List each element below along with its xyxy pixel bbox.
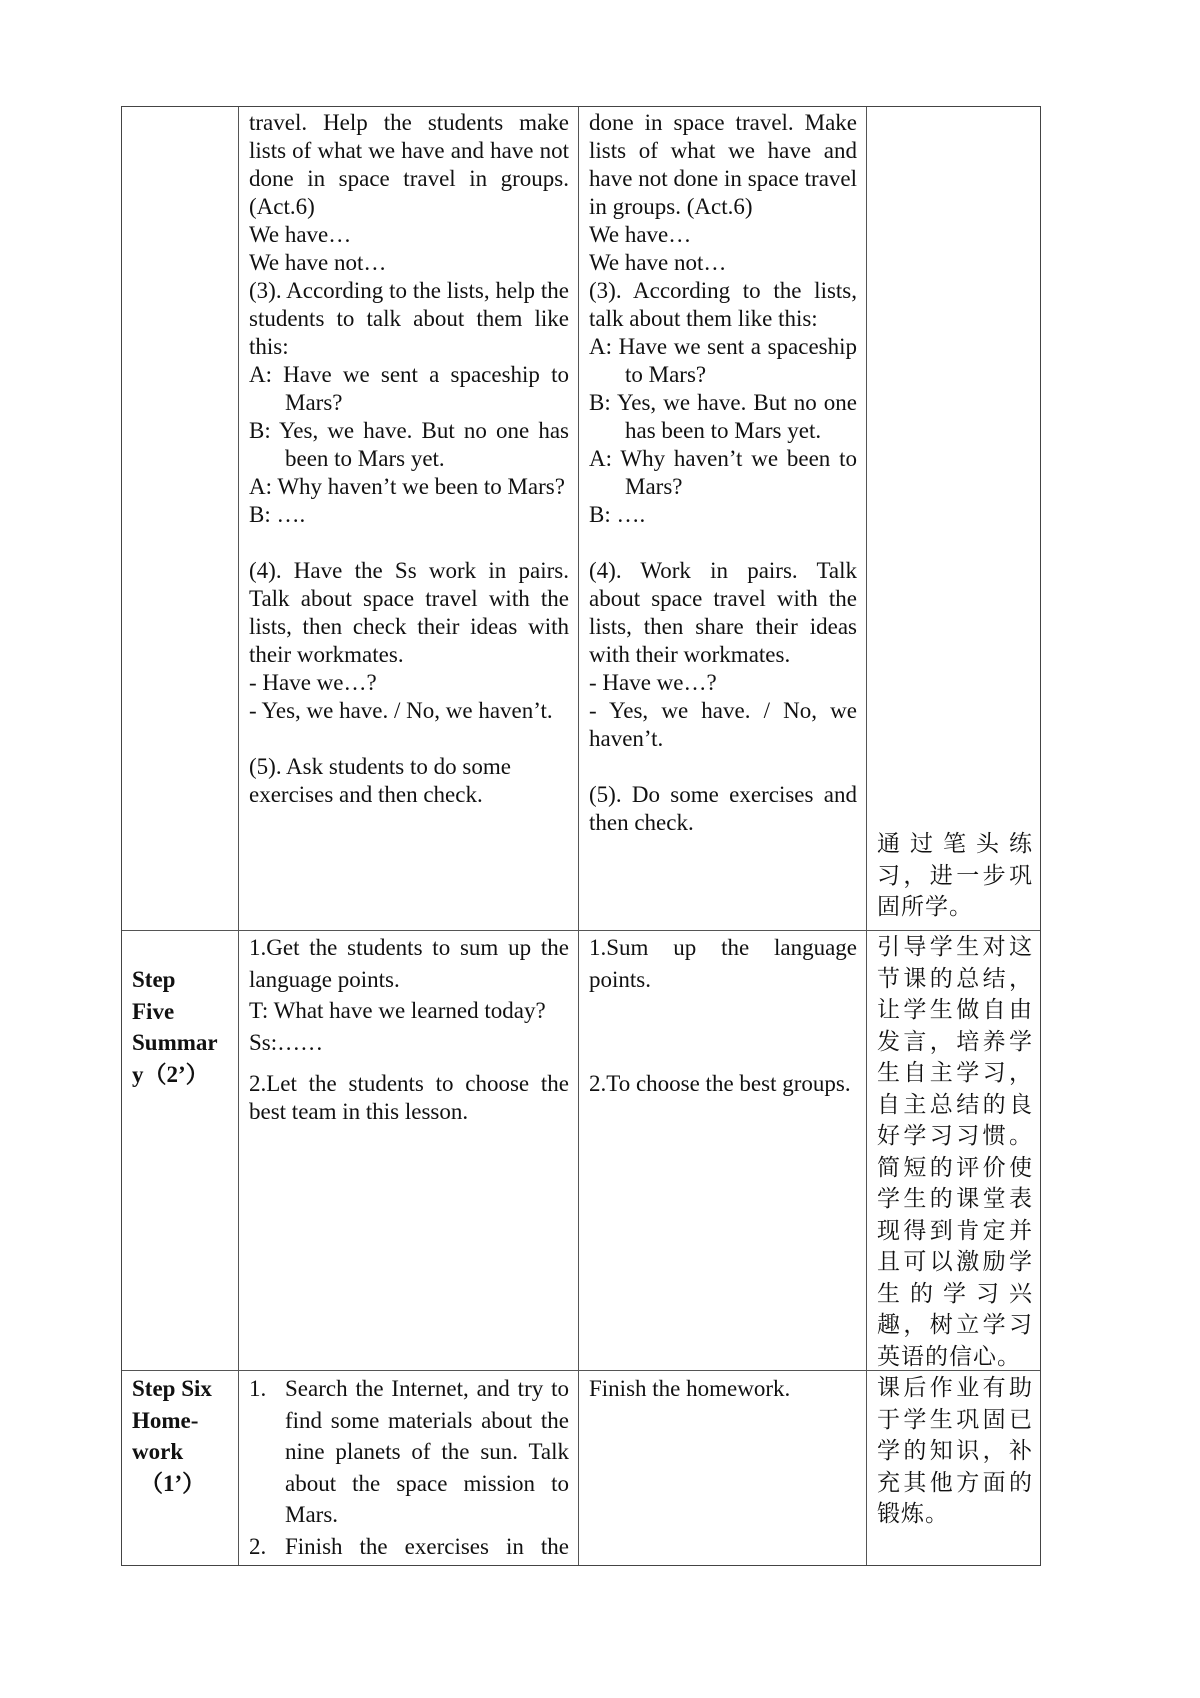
row-divider: [122, 930, 1040, 931]
step-label-line: Five: [132, 998, 175, 1024]
row3-purpose-cell: 课后作业有助于学生巩固已学的知识，补充其他方面的锻炼。: [877, 1375, 1033, 1527]
dialogue-line: B: Yes, we have. But no one has been to Mars yet.: [589, 390, 857, 443]
lesson-plan-table: [121, 106, 1041, 1566]
dialogue-line: A: Have we sent a spaceship to Mars?: [589, 334, 857, 387]
dialogue-line: - Have we…?: [589, 670, 717, 695]
teacher-text: travel. Help the students make lists of what we have and have not done in space travel in groups. (Act.6): [249, 110, 569, 219]
teacher-text: (3). According to the lists, help the students to talk about them like this:: [249, 278, 569, 359]
row2-teacher-cell: [249, 932, 569, 1126]
column-divider: [866, 107, 867, 1565]
dialogue-line: - Yes, we have. / No, we haven’t.: [249, 698, 553, 723]
student-text: We have…: [589, 222, 692, 247]
dialogue-line: - Yes, we have. / No, we haven’t.: [589, 698, 857, 751]
teacher-text: 1.Get the students to sum up the language points.: [249, 935, 569, 992]
column-divider: [238, 107, 239, 1565]
dialogue-line: - Have we…?: [249, 670, 377, 695]
student-text: 2.To choose the best groups.: [589, 1071, 851, 1096]
row2-purpose-cell: 引导学生对这节课的总结，让学生做自由发言，培养学生自主学习，自主总结的良好学习习惯。简短的评价使学生的课堂表现得到肯定并且可以激励学生的学习兴趣，树立学习英语的信心。: [877, 934, 1033, 1370]
homework-item: [249, 1531, 569, 1563]
row3-student-cell: Finish the homework.: [589, 1376, 791, 1401]
teacher-text: (4). Have the Ss work in pairs. Talk about space travel with the lists, then check their ideas with their workmates.: [249, 558, 569, 667]
item-number: 2.: [249, 1533, 267, 1559]
student-text: (4). Work in pairs. Talk about space travel with the lists, then share their ideas with their workmates.: [589, 558, 857, 667]
step-five-label: [132, 964, 236, 1090]
teacher-text: 2.Let the students to choose the best team in this lesson.: [249, 1071, 569, 1124]
teacher-text: We have…: [249, 222, 352, 247]
column-divider: [578, 107, 579, 1565]
step-label-line: work: [132, 1439, 184, 1464]
row1-student-cell: [589, 109, 857, 837]
row1-teacher-cell: [249, 109, 569, 809]
student-text: 1.Sum up the language points.: [589, 935, 857, 992]
teacher-text: We have not…: [249, 250, 387, 275]
dialogue-line: B: ….: [589, 502, 646, 527]
teacher-text: T: What have we learned today?: [249, 998, 546, 1023]
student-text: (5). Do some exercises and then check.: [589, 782, 857, 835]
dialogue-line: B: Yes, we have. But no one has been to Mars yet.: [249, 418, 569, 471]
step-label-line: Home-: [132, 1407, 199, 1433]
item-text: Finish the exercises in the: [285, 1533, 569, 1559]
dialogue-line: B: ….: [249, 502, 306, 527]
item-text: Search the Internet, and try to find some materials about the nine planets of the sun. Talk about the space mission to Mars.: [285, 1376, 569, 1527]
dialogue-line: A: Why haven’t we been to Mars?: [589, 446, 857, 499]
row2-student-cell: [589, 932, 857, 1098]
step-six-label: [132, 1373, 236, 1499]
step-label-line: （1’）: [140, 1470, 206, 1496]
student-text: (3). According to the lists, talk about them like this:: [589, 278, 857, 331]
dialogue-line: A: Have we sent a spaceship to Mars?: [249, 362, 569, 415]
teacher-text: Ss:……: [249, 1029, 324, 1055]
teacher-text: (5). Ask students to do some exercises and then check.: [249, 754, 511, 807]
item-number: 1.: [249, 1376, 267, 1401]
student-text: done in space travel. Make lists of what we have and have not done in space travel in groups. (Act.6): [589, 110, 857, 219]
step-label-line: Step: [132, 967, 176, 992]
step-label-line: Step Six: [132, 1376, 212, 1401]
dialogue-line: A: Why haven’t we been to Mars?: [249, 474, 565, 499]
row3-teacher-cell: [249, 1373, 569, 1562]
step-label-line: Summar: [132, 1030, 218, 1055]
step-label-line: y（2’）: [132, 1061, 209, 1087]
row1-purpose-cell: 通过笔头练习，进一步巩固所学。: [877, 831, 1033, 920]
student-text: We have not…: [589, 250, 727, 275]
homework-item: [249, 1373, 569, 1531]
